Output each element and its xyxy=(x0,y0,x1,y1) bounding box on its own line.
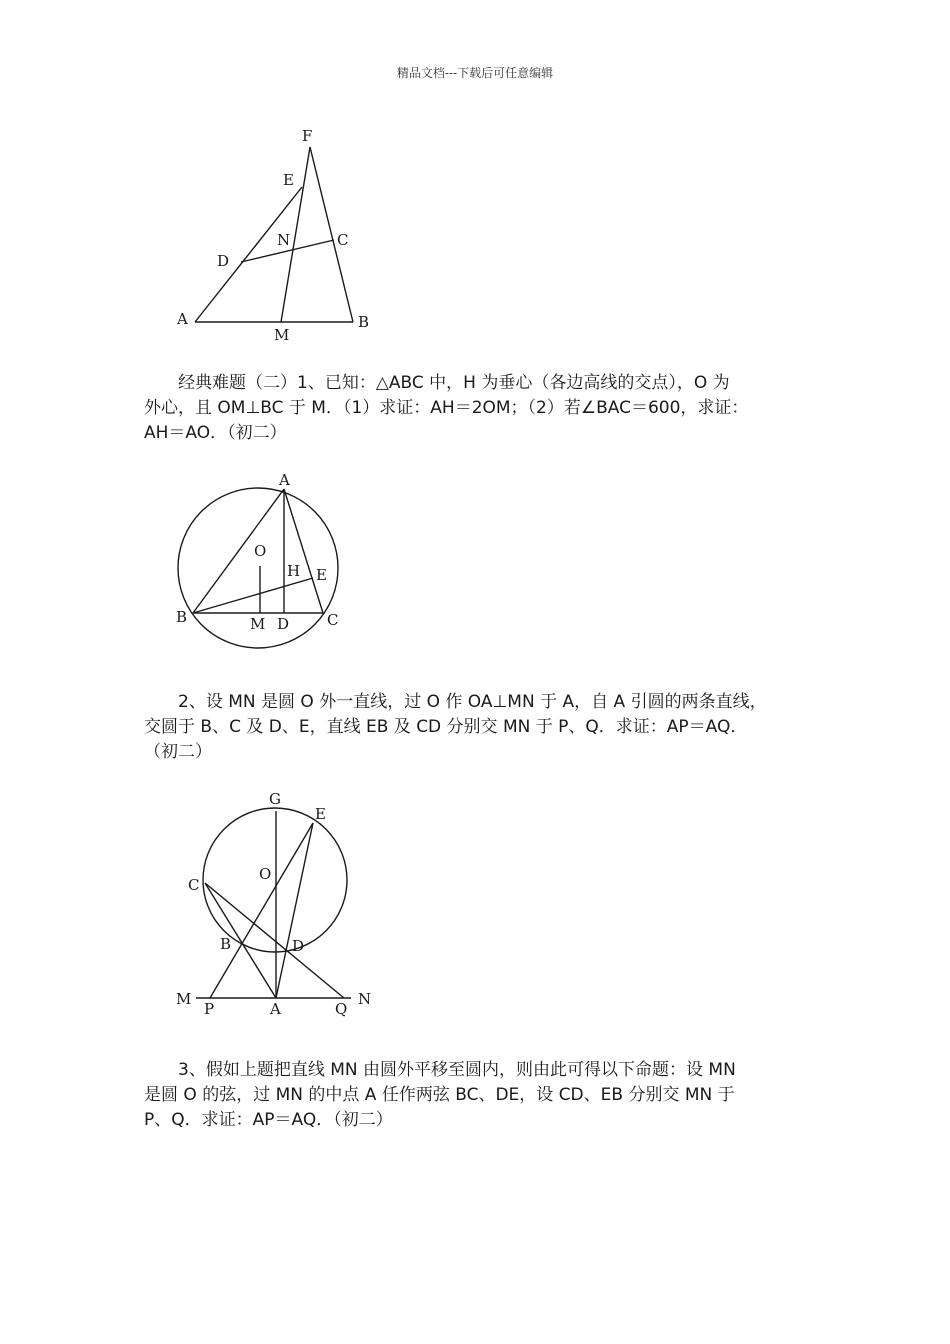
label-n: N xyxy=(277,231,291,249)
label-d: D xyxy=(277,615,290,633)
label-d: D xyxy=(292,937,305,955)
problem-3-line-1: 3、假如上题把直线 MN 由圆外平移至圆内，则由此可得以下命题：设 MN xyxy=(178,1060,736,1080)
problem-1-line-3: AH＝AO．（初二） xyxy=(144,423,287,443)
problem-2-line-3: （初二） xyxy=(144,742,212,762)
page-header: 精品文档---下载后可任意编辑 xyxy=(396,66,554,80)
problem-1-line-1: 经典难题（二）1、已知：△ABC 中，H 为垂心（各边高线的交点），O 为 xyxy=(178,373,730,393)
label-p: P xyxy=(204,1000,215,1018)
figure-3-lines xyxy=(196,808,351,998)
label-a: A xyxy=(270,1000,281,1018)
problem-2-line-1: 2、设 MN 是圆 O 外一直线，过 O 作 OA⊥MN 于 A，自 A 引圆的两条直线， xyxy=(178,692,767,712)
label-b: B xyxy=(358,313,370,331)
label-c: C xyxy=(327,611,339,629)
label-e: E xyxy=(316,566,327,584)
segment-ac xyxy=(205,883,276,998)
label-a: A xyxy=(279,471,290,489)
label-o: O xyxy=(254,542,267,560)
label-n: N xyxy=(358,990,372,1008)
label-a: A xyxy=(177,310,188,328)
label-m: M xyxy=(250,615,266,633)
label-q: Q xyxy=(335,1000,348,1018)
label-e: E xyxy=(315,805,326,823)
label-c: C xyxy=(337,231,349,249)
label-h: H xyxy=(287,562,301,580)
label-e: E xyxy=(283,171,294,189)
problem-2-line-2: 交圆于 B、C 及 D、E，直线 EB 及 CD 分别交 MN 于 P、Q．求证：AP＝AQ． xyxy=(144,717,748,737)
problem-3-line-2: 是圆 O 的弦，过 MN 的中点 A 任作两弦 BC、DE，设 CD、EB 分别交 MN 于 xyxy=(144,1085,735,1105)
label-b: B xyxy=(220,935,232,953)
label-d: D xyxy=(217,252,230,270)
label-m: M xyxy=(176,990,192,1008)
figure-3-labels xyxy=(176,790,371,1018)
problem-1-line-2: 外心，且 OM⊥BC 于 M．（1）求证：AH＝2OM；（2）若∠BAC＝600，求证： xyxy=(144,398,749,418)
label-b: B xyxy=(176,608,188,626)
label-m: M xyxy=(274,326,290,344)
segment-ae xyxy=(276,823,313,998)
circle-o xyxy=(203,808,347,952)
problem-3-text xyxy=(144,1058,809,1133)
problem-3-line-3: P、Q．求证：AP＝AQ．（初二） xyxy=(144,1110,393,1130)
label-g: G xyxy=(269,790,281,808)
label-f: F xyxy=(302,127,313,145)
label-c: C xyxy=(188,876,200,894)
segment-pe xyxy=(210,823,313,998)
label-o: O xyxy=(259,865,272,883)
